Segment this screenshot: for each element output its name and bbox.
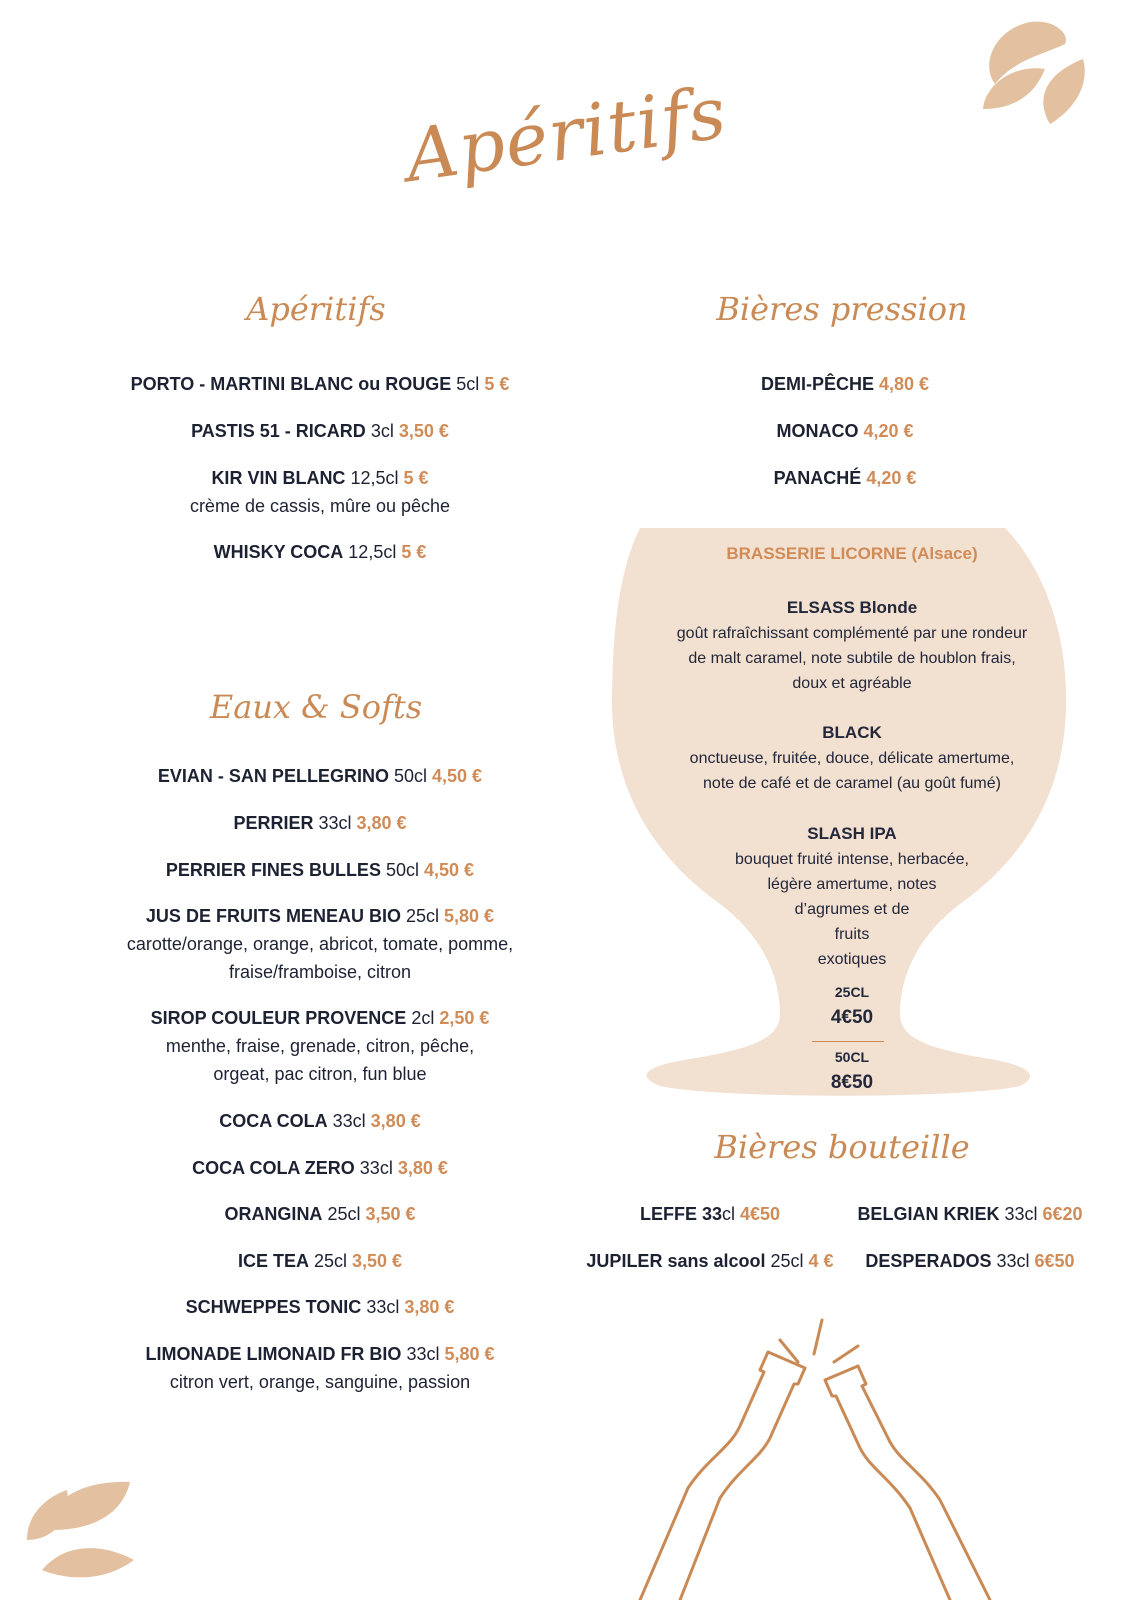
- item-price: 4,50 €: [424, 860, 475, 880]
- item-name: COCA COLA: [219, 1111, 328, 1131]
- item-description: crème de cassis, mûre ou pêche: [189, 496, 451, 516]
- item-volume: 25cl: [313, 1251, 347, 1271]
- item-name: DEMI-PÊCHE: [760, 374, 874, 394]
- item-name: ICE TEA: [237, 1251, 309, 1271]
- menu-item: [60, 538, 580, 566]
- leaf-icon: [22, 1470, 142, 1585]
- item-name: PANACHÉ: [773, 468, 862, 488]
- menu-item: [845, 1200, 1095, 1228]
- menu-item: [60, 809, 580, 837]
- item-price: 3,80 €: [397, 1158, 448, 1178]
- item-price: 4 €: [808, 1251, 834, 1271]
- item-price: 4€50: [740, 1204, 781, 1224]
- menu-item: [60, 370, 580, 398]
- menu-item: [590, 1200, 830, 1228]
- beer-description: BLACK onctueuse, fruitée, douce, délicate amertume, note de café et de caramel (au goût fumé): [689, 723, 1015, 792]
- item-name: PERRIER FINES BULLES: [165, 860, 381, 880]
- item-name: LIMONADE LIMONAID FR BIO: [145, 1344, 402, 1364]
- beer-name: SLASH IPA: [807, 824, 897, 843]
- item-price: 6€50: [1034, 1251, 1075, 1271]
- item-volume: 2cl: [411, 1008, 435, 1028]
- divider: [812, 1041, 884, 1042]
- item-volume: 25cl: [770, 1251, 804, 1271]
- item-volume: cl: [721, 1204, 735, 1224]
- item-name: COCA COLA ZERO: [192, 1158, 355, 1178]
- section-title-aperitifs: Apéritifs: [246, 290, 386, 328]
- item-description: citron vert, orange, sanguine, passion: [169, 1372, 471, 1392]
- item-volume: 50cl: [393, 766, 427, 786]
- item-volume: 33cl: [366, 1297, 400, 1317]
- item-price: 2,50 €: [439, 1008, 490, 1028]
- item-volume: 33cl: [996, 1251, 1030, 1271]
- item-volume: 50cl: [385, 860, 419, 880]
- menu-item: [60, 1293, 580, 1321]
- page-title: Apéritifs: [400, 69, 732, 199]
- item-price: 4,20 €: [866, 468, 917, 488]
- section-title-bouteille: Bières bouteille: [714, 1128, 970, 1166]
- item-price: 3,50 €: [365, 1204, 416, 1224]
- item-price: 5 €: [401, 542, 427, 562]
- menu-item: [60, 902, 580, 986]
- size-price-block: [632, 1045, 1072, 1096]
- item-name: JUPILER sans alcool: [586, 1251, 766, 1271]
- size-price: 8€50: [830, 1072, 874, 1093]
- menu-item: [60, 1107, 580, 1135]
- item-name: SIROP COULEUR PROVENCE: [150, 1008, 407, 1028]
- item-price: 3,50 €: [398, 421, 449, 441]
- item-name: BELGIAN KRIEK: [857, 1204, 1000, 1224]
- item-description: fraise/framboise, citron: [228, 962, 412, 982]
- item-name: DESPERADOS: [865, 1251, 992, 1271]
- menu-item: [60, 464, 580, 520]
- item-price: 4,20 €: [863, 421, 914, 441]
- item-name: LEFFE 33: [639, 1204, 722, 1224]
- menu-item: [580, 1247, 840, 1275]
- size-label: 50CL: [834, 1049, 870, 1065]
- menu-item: [60, 1154, 580, 1182]
- menu-item: [600, 464, 1090, 492]
- item-name: EVIAN - SAN PELLEGRINO: [157, 766, 389, 786]
- menu-item: [60, 1004, 580, 1088]
- beer-name: BLACK: [822, 723, 882, 742]
- beer-name: ELSASS Blonde: [786, 598, 918, 617]
- menu-item: [60, 1340, 580, 1396]
- item-volume: 12,5cl: [348, 542, 397, 562]
- item-name: PERRIER: [233, 813, 314, 833]
- item-description: carotte/orange, orange, abricot, tomate, pomme,: [126, 934, 514, 954]
- item-price: 4,50 €: [432, 766, 483, 786]
- menu-item: [60, 762, 580, 790]
- item-name: WHISKY COCA: [213, 542, 344, 562]
- menu-item: [60, 856, 580, 884]
- item-volume: 33cl: [318, 813, 352, 833]
- menu-item: [60, 1200, 580, 1228]
- item-volume: 3cl: [370, 421, 394, 441]
- cheers-bottles-icon: [600, 1318, 1080, 1600]
- section-title-softs: Eaux & Softs: [209, 688, 423, 726]
- item-name: KIR VIN BLANC: [211, 468, 346, 488]
- item-price: 5,80 €: [444, 906, 495, 926]
- menu-item: [600, 417, 1090, 445]
- beer-description: ELSASS Blonde goût rafraîchissant complémenté par une rondeur de malt caramel, note subtile de houblon frais, doux et agréable: [676, 598, 1028, 692]
- item-price: 4,80 €: [878, 374, 930, 394]
- item-name: PORTO - MARTINI BLANC ou ROUGE: [130, 374, 452, 394]
- item-name: PASTIS 51 - RICARD: [191, 421, 366, 441]
- item-price: 5 €: [403, 468, 429, 488]
- brasserie-label: BRASSERIE LICORNE (Alsace): [726, 544, 978, 563]
- item-volume: 33cl: [332, 1111, 366, 1131]
- item-name: SCHWEPPES TONIC: [185, 1297, 362, 1317]
- menu-item: [845, 1247, 1095, 1275]
- item-volume: 33cl: [406, 1344, 440, 1364]
- size-price-block: [632, 980, 1072, 1031]
- menu-item: [60, 1247, 580, 1275]
- menu-item: [60, 417, 580, 445]
- size-label: 25CL: [834, 984, 870, 1000]
- menu-item: [600, 370, 1090, 398]
- item-volume: 5cl: [456, 374, 480, 394]
- item-volume: 33cl: [1004, 1204, 1038, 1224]
- item-price: 3,80 €: [356, 813, 407, 833]
- beer-description: SLASH IPA bouquet fruité intense, herbacée, légère amertume, notes d’agrumes et de fruits exotiques: [735, 824, 969, 968]
- item-name: JUS DE FRUITS MENEAU BIO: [145, 906, 401, 926]
- item-price: 3,80 €: [404, 1297, 455, 1317]
- section-title-pression: Bières pression: [716, 290, 968, 328]
- item-price: 5,80 €: [444, 1344, 495, 1364]
- item-name: MONACO: [776, 421, 859, 441]
- item-price: 6€20: [1042, 1204, 1083, 1224]
- item-volume: 33cl: [359, 1158, 393, 1178]
- item-volume: 25cl: [405, 906, 439, 926]
- item-name: ORANGINA: [224, 1204, 323, 1224]
- item-price: 5 €: [484, 374, 510, 394]
- item-description: orgeat, pac citron, fun blue: [213, 1064, 427, 1084]
- item-volume: 25cl: [327, 1204, 361, 1224]
- item-description: menthe, fraise, grenade, citron, pêche,: [165, 1036, 475, 1056]
- item-price: 3,80 €: [370, 1111, 421, 1131]
- size-price: 4€50: [830, 1007, 874, 1028]
- item-volume: 12,5cl: [350, 468, 399, 488]
- item-price: 3,50 €: [352, 1251, 403, 1271]
